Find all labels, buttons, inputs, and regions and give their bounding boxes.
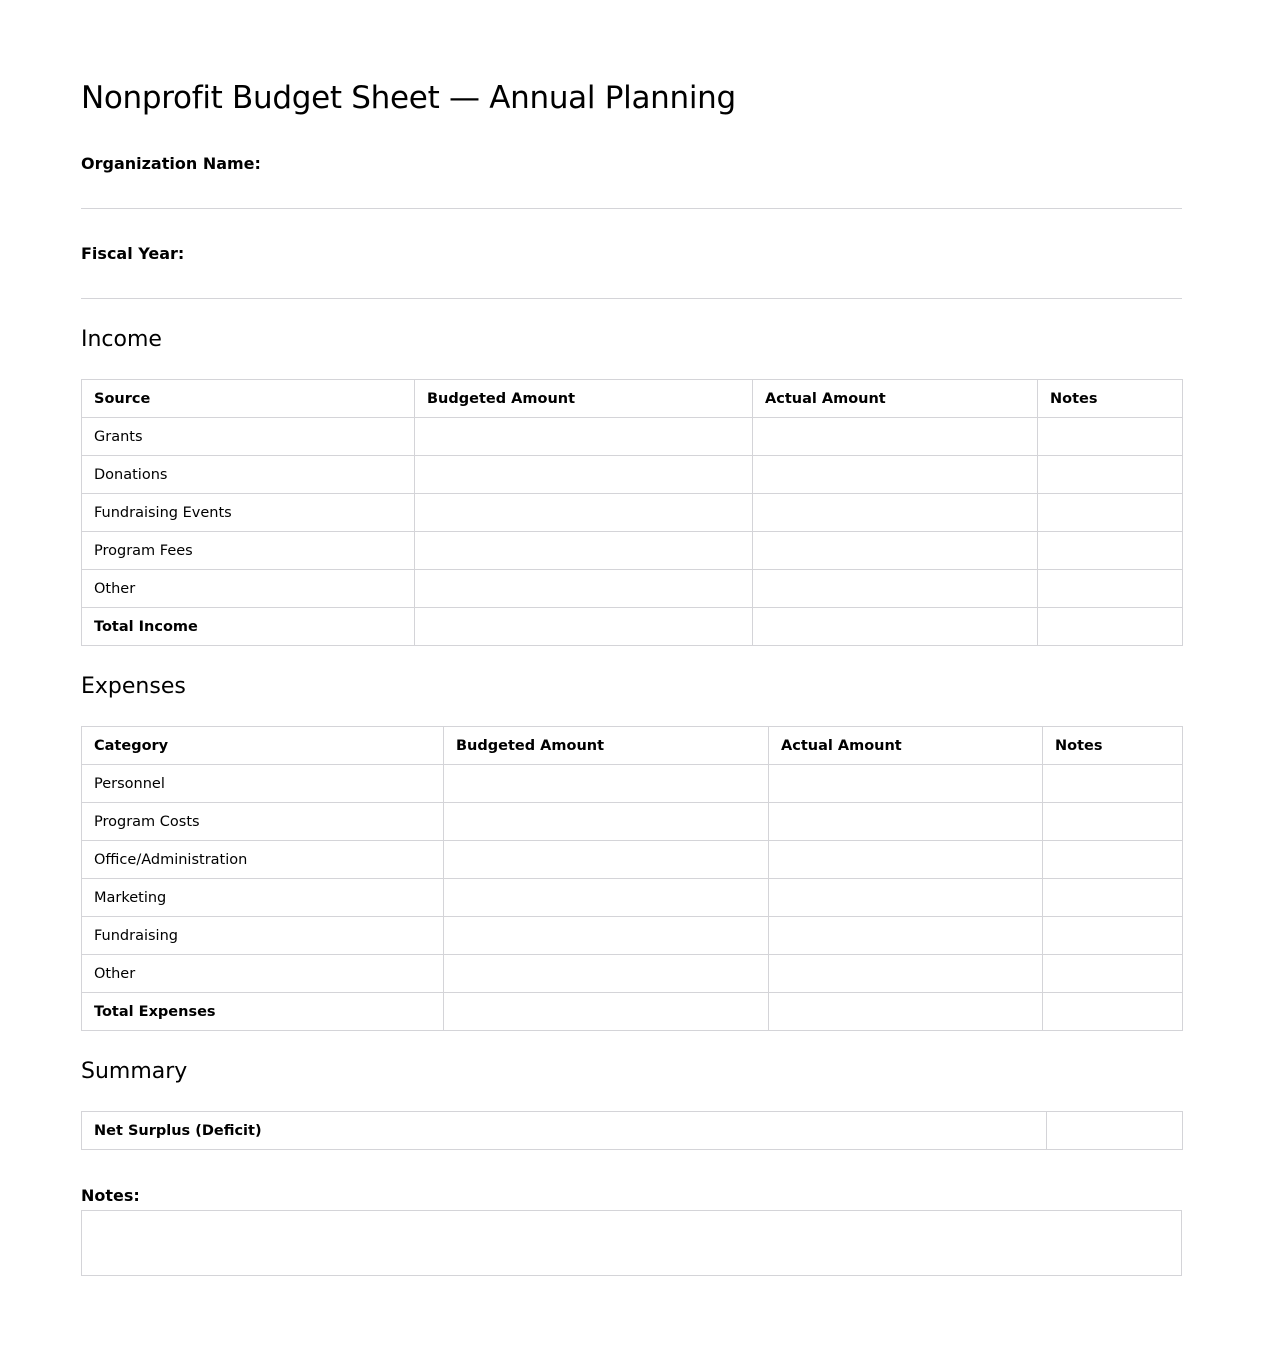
budgeted-cell[interactable] [415, 418, 753, 456]
expenses-col-category: Category [82, 727, 444, 765]
notes-cell[interactable] [1043, 993, 1183, 1031]
net-surplus-label: Net Surplus (Deficit) [82, 1112, 1047, 1150]
expenses-table [81, 726, 1183, 1031]
expenses-header-row [82, 727, 1183, 765]
actual-cell[interactable] [769, 765, 1043, 803]
expenses-row-marketing [82, 879, 1183, 917]
notes-cell[interactable] [1043, 765, 1183, 803]
budgeted-cell[interactable] [444, 803, 769, 841]
actual-cell[interactable] [769, 879, 1043, 917]
income-col-notes: Notes [1038, 380, 1183, 418]
income-col-actual: Actual Amount [753, 380, 1038, 418]
fiscal-year-label: Fiscal Year: [81, 244, 185, 263]
budgeted-cell[interactable] [444, 955, 769, 993]
expenses-row-office-administration [82, 841, 1183, 879]
actual-cell[interactable] [753, 532, 1038, 570]
budgeted-cell[interactable] [444, 917, 769, 955]
notes-textarea[interactable] [81, 1210, 1182, 1276]
income-col-source: Source [82, 380, 415, 418]
budgeted-cell[interactable] [444, 765, 769, 803]
income-header-row [82, 380, 1183, 418]
actual-cell[interactable] [769, 917, 1043, 955]
organization-name-field[interactable] [81, 208, 1182, 209]
actual-cell[interactable] [753, 494, 1038, 532]
row-label: Program Fees [82, 532, 415, 570]
notes-cell[interactable] [1038, 570, 1183, 608]
budgeted-cell[interactable] [444, 841, 769, 879]
income-row-other [82, 570, 1183, 608]
actual-cell[interactable] [753, 570, 1038, 608]
income-table [81, 379, 1183, 646]
budgeted-cell[interactable] [415, 456, 753, 494]
notes-cell[interactable] [1043, 955, 1183, 993]
actual-cell[interactable] [753, 456, 1038, 494]
budgeted-cell[interactable] [444, 879, 769, 917]
actual-cell[interactable] [769, 993, 1043, 1031]
budgeted-cell[interactable] [415, 570, 753, 608]
row-label: Grants [82, 418, 415, 456]
expenses-row-total [82, 993, 1183, 1031]
expenses-row-other [82, 955, 1183, 993]
income-row-total [82, 608, 1183, 646]
expenses-col-budgeted: Budgeted Amount [444, 727, 769, 765]
net-surplus-value[interactable] [1047, 1112, 1183, 1150]
notes-cell[interactable] [1038, 608, 1183, 646]
row-label: Other [82, 570, 415, 608]
budgeted-cell[interactable] [415, 608, 753, 646]
budgeted-cell[interactable] [415, 532, 753, 570]
row-label: Program Costs [82, 803, 444, 841]
expenses-col-notes: Notes [1043, 727, 1183, 765]
expenses-heading: Expenses [81, 674, 186, 699]
row-label: Marketing [82, 879, 444, 917]
row-label: Fundraising Events [82, 494, 415, 532]
organization-name-label: Organization Name: [81, 154, 261, 173]
row-label: Total Expenses [82, 993, 444, 1031]
net-surplus-row [82, 1112, 1183, 1150]
page-title: Nonprofit Budget Sheet — Annual Planning [81, 80, 736, 116]
expenses-row-program-costs [82, 803, 1183, 841]
actual-cell[interactable] [753, 608, 1038, 646]
income-row-grants [82, 418, 1183, 456]
summary-table [81, 1111, 1183, 1150]
income-row-program-fees [82, 532, 1183, 570]
notes-label: Notes: [81, 1186, 140, 1205]
notes-cell[interactable] [1038, 494, 1183, 532]
actual-cell[interactable] [769, 803, 1043, 841]
row-label: Personnel [82, 765, 444, 803]
actual-cell[interactable] [769, 955, 1043, 993]
notes-cell[interactable] [1043, 879, 1183, 917]
row-label: Fundraising [82, 917, 444, 955]
notes-cell[interactable] [1043, 841, 1183, 879]
income-heading: Income [81, 327, 162, 352]
notes-cell[interactable] [1038, 532, 1183, 570]
income-row-fundraising-events [82, 494, 1183, 532]
fiscal-year-field[interactable] [81, 298, 1182, 299]
summary-heading: Summary [81, 1059, 188, 1084]
actual-cell[interactable] [753, 418, 1038, 456]
notes-cell[interactable] [1038, 456, 1183, 494]
expenses-col-actual: Actual Amount [769, 727, 1043, 765]
notes-cell[interactable] [1043, 803, 1183, 841]
expenses-row-personnel [82, 765, 1183, 803]
row-label: Other [82, 955, 444, 993]
row-label: Donations [82, 456, 415, 494]
income-row-donations [82, 456, 1183, 494]
expenses-row-fundraising [82, 917, 1183, 955]
actual-cell[interactable] [769, 841, 1043, 879]
income-col-budgeted: Budgeted Amount [415, 380, 753, 418]
notes-cell[interactable] [1043, 917, 1183, 955]
budgeted-cell[interactable] [415, 494, 753, 532]
row-label: Total Income [82, 608, 415, 646]
budgeted-cell[interactable] [444, 993, 769, 1031]
row-label: Office/Administration [82, 841, 444, 879]
notes-cell[interactable] [1038, 418, 1183, 456]
